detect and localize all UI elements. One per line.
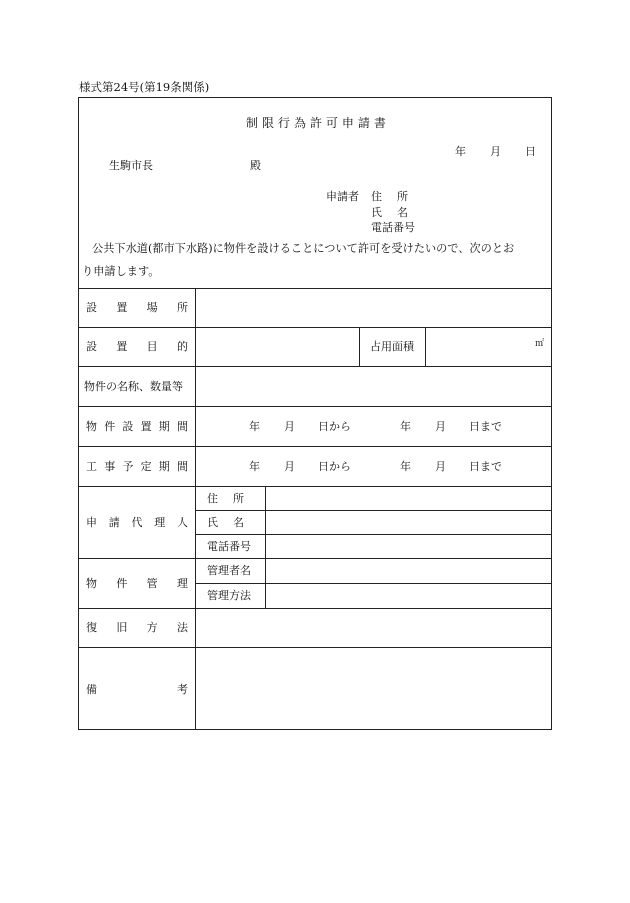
label-char: 旧	[116, 621, 128, 634]
label-work-period	[86, 461, 188, 472]
label-restoration	[86, 622, 188, 633]
install-to-year: 年	[400, 420, 411, 433]
grid-line	[79, 486, 551, 487]
label-char: 置	[116, 340, 128, 353]
label-install-period	[86, 421, 188, 432]
title-char: 書	[373, 116, 386, 130]
label-char: 所	[176, 301, 188, 314]
grid-line	[79, 406, 551, 407]
label-char: 定	[140, 460, 152, 473]
label-char: 事	[104, 460, 116, 473]
grid-line	[196, 583, 551, 584]
agent-phone-label: 電話番号	[207, 540, 251, 553]
grid-line	[79, 366, 551, 367]
title-char: 行	[277, 116, 290, 130]
title-char: 許	[309, 116, 322, 130]
label-char: 復	[86, 621, 97, 634]
label-char: 物	[86, 420, 97, 433]
install-from-day: 日から	[318, 420, 351, 433]
work-to-month: 月	[435, 460, 446, 473]
label-char: 期	[158, 460, 170, 473]
label-char: 置	[140, 420, 152, 433]
label-remarks	[86, 684, 188, 695]
label-char: 間	[176, 420, 188, 433]
title-char: 為	[293, 116, 306, 130]
label-char: 設	[122, 420, 134, 433]
label-char: 請	[108, 516, 120, 529]
agent-name-label: 氏 名	[207, 516, 246, 529]
title-char: 請	[357, 116, 370, 130]
grid-line	[195, 288, 196, 729]
label-char: 設	[86, 301, 97, 314]
label-char: 期	[158, 420, 170, 433]
label-char: 的	[176, 340, 188, 353]
management-method-label: 管理方法	[207, 589, 251, 602]
label-char: 置	[116, 301, 128, 314]
label-object-name: 物件の名称、数量等	[84, 380, 183, 393]
label-char: 代	[131, 516, 143, 529]
applicant-address-label: 住 所	[371, 190, 410, 203]
grid-line	[79, 446, 551, 447]
grid-line	[196, 510, 551, 511]
label-purpose	[86, 341, 188, 352]
label-char: 管	[146, 577, 158, 590]
label-location	[86, 302, 188, 313]
grid-line	[79, 327, 551, 328]
label-management	[86, 578, 188, 589]
install-to-day: 日まで	[469, 420, 502, 433]
application-form	[78, 97, 552, 730]
label-agent	[86, 517, 188, 528]
addressee-mayor: 生駒市長	[109, 159, 153, 172]
applicant-phone-label: 電話番号	[371, 221, 415, 234]
label-char: 件	[116, 577, 128, 590]
addressee-honorific: 殿	[250, 159, 261, 172]
applicant-label: 申請者	[326, 190, 359, 203]
grid-line	[79, 288, 551, 289]
title-char: 制	[246, 116, 259, 130]
label-char: 法	[176, 621, 188, 634]
work-from-year: 年	[249, 460, 260, 473]
grid-line	[359, 327, 360, 366]
label-char: 人	[177, 516, 188, 529]
date-month: 月	[490, 145, 501, 158]
work-from-month: 月	[284, 460, 295, 473]
agent-address-label: 住 所	[207, 492, 246, 505]
label-char: 理	[176, 577, 188, 590]
label-char: 備	[86, 683, 97, 696]
statement-line-2: り申請します。	[82, 265, 160, 278]
install-to-month: 月	[435, 420, 446, 433]
label-char: 件	[104, 420, 116, 433]
area-unit: ㎡	[535, 339, 545, 349]
grid-line	[79, 558, 551, 559]
label-char: 予	[122, 460, 134, 473]
work-to-year: 年	[400, 460, 411, 473]
label-char: 目	[146, 340, 158, 353]
statement-line-1: 公共下水道(都市下水路)に物件を設けることについて許可を受けたいので、次のとお	[92, 242, 515, 255]
grid-line	[265, 486, 266, 608]
grid-line	[425, 327, 426, 366]
label-char: 考	[177, 683, 188, 696]
work-from-day: 日から	[318, 460, 351, 473]
grid-line	[196, 534, 551, 535]
date-day: 日	[525, 145, 536, 158]
label-char: 申	[86, 516, 97, 529]
form-number: 様式第24号(第19条関係)	[79, 80, 210, 94]
date-year: 年	[455, 145, 466, 158]
manager-name-label: 管理者名	[207, 564, 251, 577]
label-char: 場	[146, 301, 158, 314]
install-from-year: 年	[249, 420, 260, 433]
title-char: 限	[261, 116, 274, 130]
label-char: 工	[86, 460, 97, 473]
label-area: 占用面積	[370, 340, 414, 353]
form-title	[246, 117, 386, 129]
work-to-day: 日まで	[469, 460, 502, 473]
grid-line	[79, 647, 551, 648]
grid-line	[79, 608, 551, 609]
label-char: 方	[146, 621, 158, 634]
title-char: 申	[341, 116, 354, 130]
label-char: 設	[86, 340, 97, 353]
label-char: 理	[154, 516, 166, 529]
applicant-name-label: 氏 名	[371, 206, 410, 219]
label-char: 間	[176, 460, 188, 473]
install-from-month: 月	[284, 420, 295, 433]
label-char: 物	[86, 577, 97, 590]
title-char: 可	[325, 116, 338, 130]
